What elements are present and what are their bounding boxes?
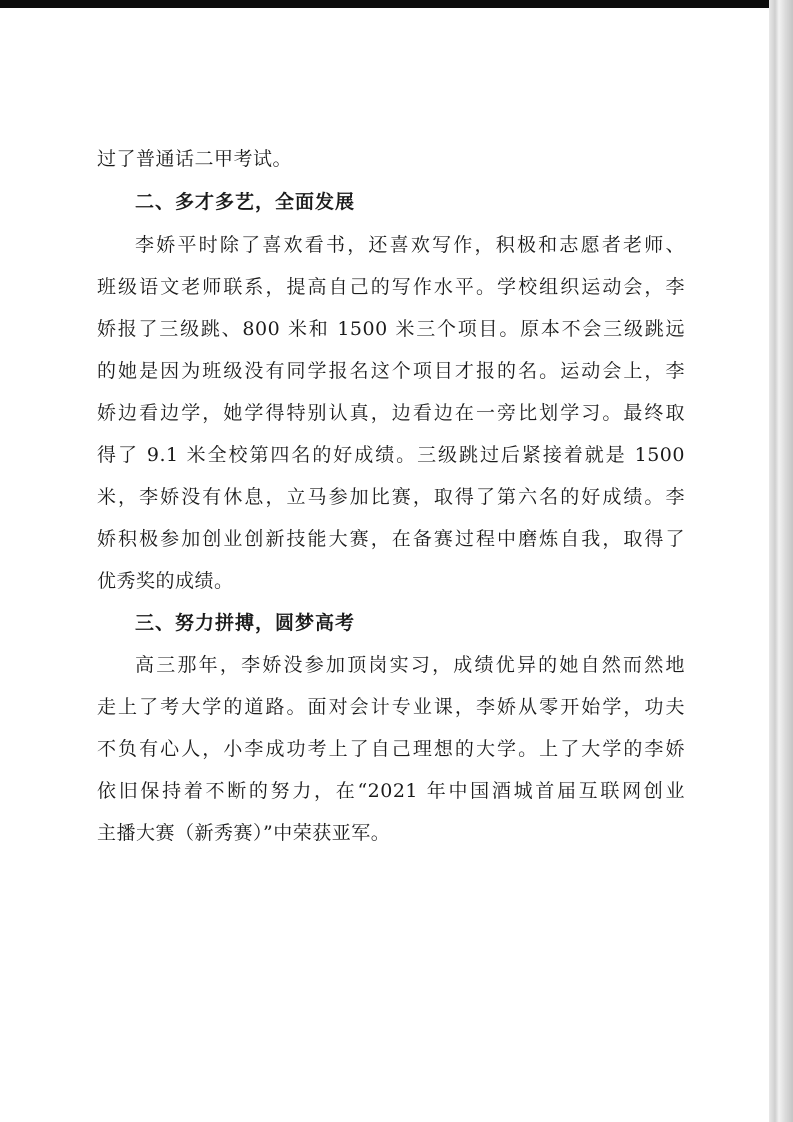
- paragraph-line: 过了普通话二甲考试。: [97, 148, 293, 170]
- paragraph-line: 的她是因为班级没有同学报名这个项目才报的名。运动会上，李: [97, 360, 685, 382]
- paragraph-line: 高三那年，李娇没参加顶岗实习，成绩优异的她自然而然地: [135, 654, 685, 676]
- section-heading-2: 二、多才多艺，全面发展: [135, 191, 356, 213]
- paragraph-line: 不负有心人，小李成功考上了自己理想的大学。上了大学的李娇: [97, 738, 685, 760]
- paragraph-line: 李娇平时除了喜欢看书，还喜欢写作，积极和志愿者老师、: [135, 234, 685, 256]
- paragraph-line: 主播大赛（新秀赛）”中荣获亚军。: [97, 822, 391, 844]
- paragraph-line: 娇边看边学，她学得特别认真，边看边在一旁比划学习。最终取: [97, 402, 685, 424]
- paragraph-line: 米，李娇没有休息，立马参加比赛，取得了第六名的好成绩。李: [97, 486, 685, 508]
- paragraph-line: 娇积极参加创业创新技能大赛，在备赛过程中磨炼自我，取得了: [97, 528, 685, 550]
- paragraph-line: 班级语文老师联系，提高自己的写作水平。学校组织运动会，李: [97, 276, 685, 298]
- paragraph-line: 娇报了三级跳、800 米和 1500 米三个项目。原本不会三级跳远: [97, 318, 685, 340]
- paragraph-line: 走上了考大学的道路。面对会计专业课，李娇从零开始学，功夫: [97, 696, 685, 718]
- paragraph-line: 依旧保持着不断的努力，在“2021 年中国酒城首届互联网创业: [97, 780, 685, 802]
- section-heading-3: 三、努力拼搏，圆梦高考: [135, 612, 356, 634]
- paragraph-line: 优秀奖的成绩。: [97, 570, 234, 592]
- paragraph-line: 得了 9.1 米全校第四名的好成绩。三级跳过后紧接着就是 1500: [97, 444, 685, 466]
